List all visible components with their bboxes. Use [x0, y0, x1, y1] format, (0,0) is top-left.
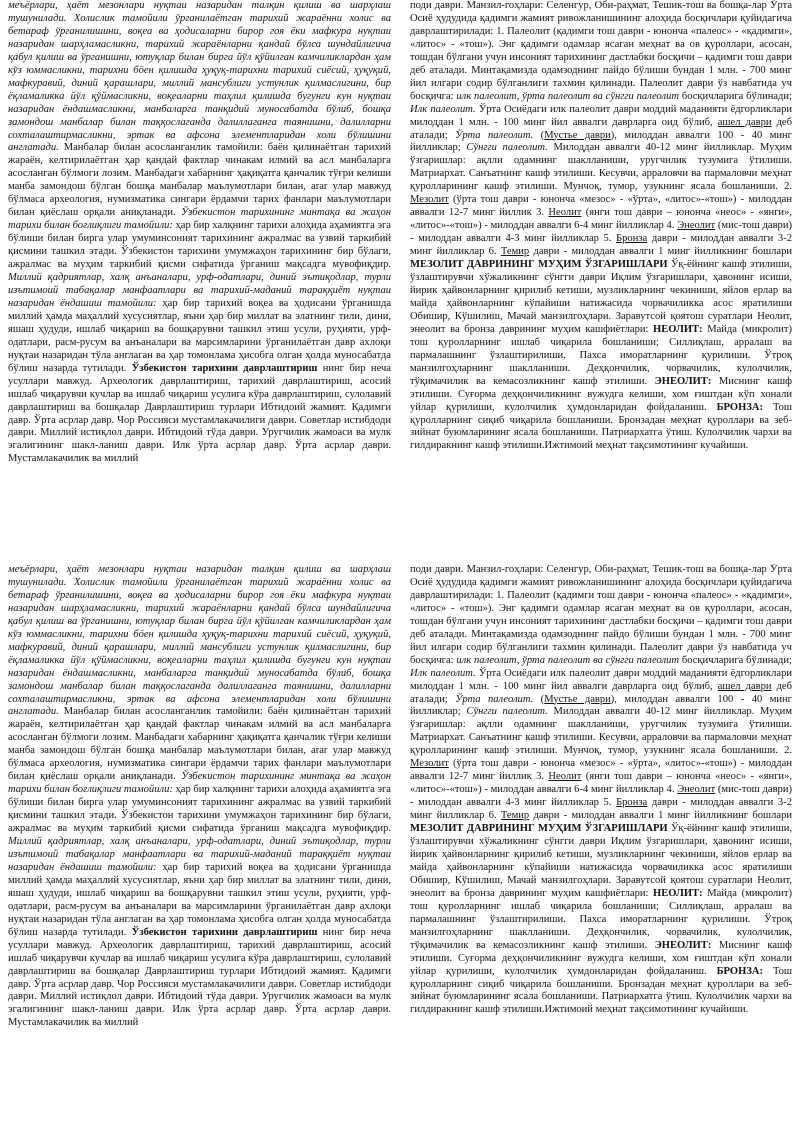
text-run: Ўрта Осиёдаги илк палеолит даври моддий маданияти ёдгорликлари милоддан 1 млн. - 100 минг йил аввалги даврларга оид бўлиб,	[410, 667, 792, 692]
text-run: (	[533, 693, 545, 705]
text-run: Ўқ-ёйнинг кашф этилиши, ўзлаштирувчи хўжаликнинг сўнгги даври Иқлим ўзгаришлари, ҳавонинг исиши, йирик ҳайвонларнинг қирилиб кетиши, музликларнинг чекиниши, яйлов ерлар ва майда ҳайвонларнинг кўпайиши натижасида чорвачиликка асос яратилиши Обишир, Кўшилиш, Мачай манзилгоҳлари. Заравутсой қоятош суратлари Неолит, энеолит ва бронза даврининг муҳим кашфиётлари:	[410, 823, 792, 899]
text-run: Неолит	[548, 771, 582, 783]
text-run: МЕЗОЛИТ ДАВРИНИНГ МУҲИМ ЎЗГАРИШЛАРИ	[410, 823, 668, 835]
text-run: ашел даври	[717, 680, 772, 692]
text-run: Майда (микролит) тош қуролларнинг ишлаб чиқарила бошланиши; Силлиқлаш, арралаш ва пармалашнинг ўзлаштирилиши. Пахса иморатларнинг қурилиши. Ўтроқ манзилгоҳларнинг шаклланиши. Деҳқончилик, чорвачилик, кулолчилик, тўқимачилик ва кемасозликнинг кашф этилиши.	[410, 887, 792, 951]
text-run: Ўзбекистон тарихини даврлаштириш	[131, 926, 318, 938]
text-run: поди даври. Манзил-гоҳлари: Селенгур, Оби-раҳмат, Тешик-тош ва бошқа-лар Ўрта Осиё ҳудудида қадимги жамият ривожланишининг алоҳида босқичлари қуйидагича даврлаштирилади: 1. Палеолит (қадимги тош даври - юнонча «палеос» - «қадимги», «литос» - «тош»). Энг қадимги одамлар ясаган меҳнат вa ов қуроллари, асосан, тошдан бўлгани учун инсоният тарихининг дастлабки босқичи – қадимги тош даври деб аталади. Минтақамизда одамзоднинг пайдо бўлиши бундан 1 млн. - 700 минг йил илгари содир бўлганлиги тахмин қилинади. Палеолит даври ўз навбатида уч босқичга:	[410, 0, 792, 102]
text-run: Манбалар билан асосланганлик тамойили: баён қилинаётган тарихий жараён, келтирилаётган ҳар қандай фактлар чинакам илмий ва асл манбаларга асосланган бўлмоги лозим. Манбадаги хабарнинг ҳақиқатга қанчалик тўғри келиши манба замондош бўлган бошқа манбалар маълумотлари билан, аrar улар мавжуд бўлмаса археология, нумизматика сингари ёрдамчи тарих фанлари маълумотлари билан қиёслаш орқали аниқланади.	[8, 706, 391, 783]
text-run: Ўрта палеолит.	[455, 693, 534, 705]
text-run: ашел даври	[717, 116, 772, 128]
text-run: Миллий қадриятлар, халқ анъаналари, урф-одатлари, диний эътиқодлар, турли изътимоий табақалар манфаатлари ва тарихий-маданий тараққиёт нуқтаи назаридан ёндашиш тамойили:	[8, 272, 391, 309]
text-run: (ўрта тош даври - юнонча «мезос» - «ўрта», «литос»-«тош») - милоддан аввалги 12-7 минг йиллик 3.	[410, 194, 792, 219]
text-run: Ўрта палеолит.	[455, 129, 534, 141]
text-run: ЭНЕОЛИТ:	[654, 375, 712, 387]
right-column-text	[410, 0, 792, 560]
text-run: (янги тош даври – юнонча «неос» - «янги», «литос»-«тош») - милоддан аввалги 6-4 минг йилликлар 4.	[410, 207, 792, 232]
text-run: (янги тош даври – юнонча «неос» - «янги», «литос»-«тош») - милоддан аввалги 6-4 минг йилликлар 4.	[410, 771, 792, 796]
text-run: Сўнгги палеолит.	[466, 706, 548, 718]
text-run: даври - милоддан аввалги 3-2 минг йилликлар 6.	[410, 797, 792, 822]
text-run: Мустье даври	[544, 693, 611, 705]
text-run: Темир	[500, 810, 530, 822]
text-run: Милоддан аввалги 40-12 минг йилликлар. Муҳим ўзгаришлар: ақлли одамнинг шаклланиши, уругчилик тузумига ўтилиши. Матриархат. Санъатнинг кашф этилиши. Кесувчи, арраловчи ва пармаловчи меҳнат қуролларининг кашф этилиши. Мунчоқ, тумор, узукнинг ясала бошланиши. 2.	[410, 142, 792, 193]
text-run: поди даври. Манзил-гоҳлари: Селенгур, Оби-раҳмат, Тешик-тош ва бошқа-лар Ўрта Осиё ҳудудида қадимги жамият ривожланишининг алоҳида босқичлари қуйидагича даврлаштирилади: 1. Палеолит (қадимги тош даври - юнонча «палеос» - «қадимги», «литос» - «тош»). Энг қадимги одамлар ясаган меҳнат вa ов қуроллари, асосан, тошдан бўлгани учун инсоният тарихининг дастлабки босқичи – қадимги тош даври деб аталади. Минтақамизда одамзоднинг пайдо бўлиши бундан 1 млн. - 700 минг йил илгари содир бўлганлиги тахмин қилинади. Палеолит даври ўз навбатида уч босқичга:	[410, 564, 792, 666]
text-run: НЕОЛИТ:	[653, 323, 703, 335]
text-run: Энеолит	[677, 784, 716, 796]
text-run: (	[533, 129, 545, 141]
text-run: Миснинг кашф этилиши. Суғорма деҳқончиликнинг вужудга келиши, хом ғиштдан кўп хонали уйлар қурилиши, кулолчилик ҳумдонларидан фойдаланиш.	[410, 375, 792, 413]
text-run: даври - милоддан аввалги 1 минг йилликнинг бошлари	[529, 246, 792, 258]
text-run: ), милоддан аввалги 100 - 40 минг йилликлар;	[410, 129, 792, 154]
text-run: Бронза	[616, 797, 648, 809]
right-column-text	[410, 564, 792, 1124]
text-run: (мис-тош даври) - милоддан аввалги 4-3 минг йилликлар 5.	[410, 784, 792, 809]
page-top-copy	[0, 0, 800, 560]
text-run: деб аталади;	[410, 680, 792, 705]
text-run: даври - милоддан аввалги 3-2 минг йилликлар 6.	[410, 233, 792, 258]
text-run: ҳар бир тарихий воқеа ва ҳодисани ўрганишда миллий ҳамда маҳаллий хусусиятлар, яъни ҳар бир миллат ва элатнинг тили, дини, яшаш ҳудуди, ишлаб чиқариш ва бошқарувни ташкил этиш усули, руҳияти, урф-одатлари, расм-русум ва анъаналари ва марсимларини ўрганилаётган давр ахлоқи нуқтаи назаридан тўла англаган ва ҳар томонлама ҳисобга олган ҳолда муносабатда бўлиш назарда тутилади.	[8, 297, 391, 374]
text-run: Сўнгги палеолит.	[466, 142, 548, 154]
text-run: Ўқ-ёйнинг кашф этилиши, ўзлаштирувчи хўжаликнинг сўнгги даври Иқлим ўзгаришлари, ҳавонинг исиши, йирик ҳайвонларнинг қирилиб кетиши, музликларнинг чекиниши, яйлов ерлар ва майда ҳайвонларнинг кўпайиши натижасида чорвачиликка асос яратилиши Обишир, Кўшилиш, Мачай манзилгоҳлари. Заравутсой қоятош суратлари Неолит, энеолит ва бронза даврининг муҳим кашфиётлари:	[410, 259, 792, 335]
text-run: босқичларига бўлинади;	[679, 90, 792, 102]
text-run: даври - милоддан аввалги 1 минг йилликнинг бошлари	[529, 810, 792, 822]
text-run: БРОНЗА:	[716, 965, 764, 977]
text-run: Миллий қадриятлар, халқ анъаналари, урф-одатлари, диний эътиқодлар, турли изътимоий табақалар манфаатлари ва тарихий-маданий тараққиёт нуқтаи назаридан ёндашиш тамойили:	[8, 836, 391, 873]
text-run: деб аталади;	[410, 116, 792, 141]
left-column-paragraph	[8, 0, 391, 466]
text-run: Илк палеолит.	[410, 103, 476, 115]
text-run: Ўзбекистон тарихининг минтақа ва жаҳон тарихи билан боғлиқлиги тамойили:	[8, 207, 391, 232]
text-run: Тош қуролларнинг сиқиб чиқарила бошланиши. Бронзадан меҳнат қуроллари ва зеб-зийнат буюмларининг ясала бошланиши. Патриархатга ўтиш. Кулолчилик чархи ва гилдиракнинг кашф этилиши.Ижтимоий меҳнат тақсимотининг кучайиши.	[410, 965, 792, 1016]
text-run: меъёрлари, ҳаёт мезонлари нуқтаи назаридан талқин қилиш ва шарҳлаш тушунилади. Холислик тамойили ўрганилаётган тарихий жараённи холис ва бетараф ўрганилишини, воқеа ва ҳодисаларни бирор гоя ёки мафкура нуқтаи назаридан шарҳламасликни, тарихий жараёнларни қандай бўлса шундайлигича қабул қилиш ва ўрганишни, ютуқлар билан бирга йўл қўйилган камчиликлардан ҳам кўз юммасликни, тарихни бöен қилишда ҳуқуқ-тарихни тарихий сиёсий, ҳуқуқий, мафкуравий, диний қарашлари, миллий мансублиги устунлик қилмаслигини, бир ёқламаликка йўл қўймасликни, воқеаларни таҳлил қилишда бугунги кун нуқтаи назаридан ёндашмасликни, манбаларга танқидий муносабатда бўлиб, бошқа замондош манбалар билан таққослаганда далиллаганга таянишни, далилларни сохталаштирмасликни, эртак ва афсона элементларидан холи бўлишини англатади.	[8, 564, 391, 718]
text-run: Ўзбекистон тарихининг минтақа ва жаҳон тарихи билан боғлиқлиги тамойили:	[8, 771, 391, 796]
text-run: Ўрта Осиёдаги илк палеолит даври моддий маданияти ёдгорликлари милоддан 1 млн. - 100 минг йил аввалги даврларга оид бўлиб,	[410, 103, 792, 128]
left-column-text	[8, 564, 391, 1124]
text-run: нинг бир неча усуллари мавжуд. Археологик даврлаштириш, тарихий даврлаштириш, асосий ишлаб чиқарувчи кучлар ва ишлаб чиқариш усулига кўра даврлаштириш, сулолавий даврлаштириш ва бошқалар Даврлаштириш турлари Ибтидоий жамият. Қадимги давр. Ўрта асрлар давр. Чор Россияси мустамлакачилиги даври. Советлар истибдоди даври. Миллий истиқлол даври. Ибтидоий тўда даври. Уругчилик жамоаси ва мулк эгалигининг шакл-ланиш даври. Илк ўрта асрлар давр. Ўрта асрлар даври. Мустамлакачилик ва миллий	[8, 362, 391, 465]
text-run: Майда (микролит) тош қуролларнинг ишлаб чиқарила бошланиши; Силлиқлаш, арралаш ва пармалашнинг ўзлаштирилиши. Пахса иморатларнинг қурилиши. Ўтроқ манзилгоҳларнинг шаклланиши. Деҳқончилик, чорвачилик, кулолчилик, тўқимачилик ва кемасозликнинг кашф этилиши.	[410, 323, 792, 387]
right-column-paragraph	[410, 0, 792, 453]
text-run: МЕЗОЛИТ ДАВРИНИНГ МУҲИМ ЎЗГАРИШЛАРИ	[410, 259, 668, 271]
left-column-text	[8, 0, 391, 560]
text-run: Тош қуролларнинг сиқиб чиқарила бошланиши. Бронзадан меҳнат қуроллари ва зеб-зийнат буюмларининг ясала бошланиши. Патриархатга ўтиш. Кулолчилик чархи ва гилдиракнинг кашф этилиши.Ижтимоий меҳнат тақсимотининг кучайиши.	[410, 401, 792, 452]
text-run: (ўрта тош даври - юнонча «мезос» - «ўрта», «литос»-«тош») - милоддан аввалги 12-7 минг йиллик 3.	[410, 758, 792, 783]
text-run: илк палеолит, ўрта палеолит ва сўнгги палеолит	[456, 90, 680, 102]
text-run: Мезолит	[410, 194, 449, 206]
text-run: ЭНЕОЛИТ:	[654, 939, 712, 951]
text-run: Бронза	[616, 233, 648, 245]
text-run: Мустье даври	[544, 129, 611, 141]
text-run: Ўзбекистон тарихини даврлаштириш	[131, 362, 318, 374]
text-run: нинг бир неча усуллари мавжуд. Археологик даврлаштириш, тарихий даврлаштириш, асосий ишлаб чиқарувчи кучлар ва ишлаб чиқариш усулига кўра даврлаштириш, сулолавий даврлаштириш ва бошқалар Даврлаштириш турлари Ибтидоий жамият. Қадимги давр. Ўрта асрлар давр. Чор Россияси мустамлакачилиги даври. Советлар истибдоди даври. Миллий истиқлол даври. Ибтидоий тўда даври. Уругчилик жамоаси ва мулк эгалигининг шакл-ланиш даври. Илк ўрта асрлар давр. Ўрта асрлар даври. Мустамлакачилик ва миллий	[8, 926, 391, 1029]
text-run: ҳар бир халқнинг тарихи алоҳида аҳамиятга эга бўлиши билан бирга улар умуминсоният тарихининг ажралмас ва узвий таркибий қисмини ташкил этади. Ўзбекистон тарихини умумжаҳон тарихининг бир бўлаги, ажралмас ва муҳим таркибий қисми сифатида ўрганиш мақсадга мувофиқдир.	[8, 220, 391, 271]
right-column-paragraph	[410, 564, 792, 1017]
text-run: Манбалар билан асосланганлик тамойили: баён қилинаётган тарихий жараён, келтирилаётган ҳар қандай фактлар чинакам илмий ва асл манбаларга асосланган бўлмоги лозим. Манбадаги хабарнинг ҳақиқатга қанчалик тўғри келиши манба замондош бўлган бошқа манбалар маълумотлари билан, аrar улар мавжуд бўлмаса археология, нумизматика сингари ёрдамчи тарих фанлари маълумотлари билан қиёслаш орқали аниқланади.	[8, 142, 391, 219]
text-run: Темир	[500, 246, 530, 258]
text-run: босқичларига бўлинади;	[679, 654, 792, 666]
page-bottom-copy	[0, 564, 800, 1124]
text-run: Милоддан аввалги 40-12 минг йилликлар. Муҳим ўзгаришлар: ақлли одамнинг шаклланиши, уругчилик тузумига ўтилиши. Матриархат. Санъатнинг кашф этилиши. Кесувчи, арраловчи ва пармаловчи меҳнат қуролларининг кашф этилиши. Мунчоқ, тумор, узукнинг ясала бошланиши. 2.	[410, 706, 792, 757]
text-run: ), милоддан аввалги 100 - 40 минг йилликлар;	[410, 693, 792, 718]
text-run: Миснинг кашф этилиши. Суғорма деҳқончиликнинг вужудга келиши, хом ғиштдан кўп хонали уйлар қурилиши, кулолчилик ҳумдонларидан фойдаланиш.	[410, 939, 792, 977]
text-run: БРОНЗА:	[716, 401, 764, 413]
text-run: Неолит	[548, 207, 582, 219]
left-column-paragraph	[8, 564, 391, 1030]
text-run: Энеолит	[677, 220, 716, 232]
text-run: (мис-тош даври) - милоддан аввалги 4-3 минг йилликлар 5.	[410, 220, 792, 245]
text-run: ҳар бир тарихий воқеа ва ҳодисани ўрганишда миллий ҳамда маҳаллий хусусиятлар, яъни ҳар бир миллат ва элатнинг тили, дини, яшаш ҳудуди, ишлаб чиқариш ва бошқарувни ташкил этиш усули, руҳияти, урф-одатлари, расм-русум ва анъаналари ва марсимларини ўрганилаётган давр ахлоқи нуқтаи назаридан тўла англаган ва ҳар томонлама ҳисобга олган ҳолда муносабатда бўлиш назарда тутилади.	[8, 861, 391, 938]
text-run: Илк палеолит.	[410, 667, 476, 679]
text-run: Мезолит	[410, 758, 449, 770]
text-run: ҳар бир халқнинг тарихи алоҳида аҳамиятга эга бўлиши билан бирга улар умуминсоният тарихининг ажралмас ва узвий таркибий қисмини ташкил этади. Ўзбекистон тарихини умумжаҳон тарихининг бир бўлаги, ажралмас ва муҳим таркибий қисми сифатида ўрганиш мақсадга мувофиқдир.	[8, 784, 391, 835]
text-run: меъёрлари, ҳаёт мезонлари нуқтаи назаридан талқин қилиш ва шарҳлаш тушунилади. Холислик тамойили ўрганилаётган тарихий жараённи холис ва бетараф ўрганилишини, воқеа ва ҳодисаларни бирор гоя ёки мафкура нуқтаи назаридан шарҳламасликни, тарихий жараёнларни қандай бўлса шундайлигича қабул қилиш ва ўрганишни, ютуқлар билан бирга йўл қўйилган камчиликлардан ҳам кўз юммасликни, тарихни бöен қилишда ҳуқуқ-тарихни тарихий сиёсий, ҳуқуқий, мафкуравий, диний қарашлари, миллий мансублиги устунлик қилмаслигини, бир ёқламаликка йўл қўймасликни, воқеаларни таҳлил қилишда бугунги кун нуқтаи назаридан ёндашмасликни, манбаларга танқидий муносабатда бўлиб, бошқа замондош манбалар билан таққослаганда далиллаганга таянишни, далилларни сохталаштирмасликни, эртак ва афсона элементларидан холи бўлишини англатади.	[8, 0, 391, 154]
text-run: илк палеолит, ўрта палеолит ва сўнгги палеолит	[456, 654, 680, 666]
text-run: НЕОЛИТ:	[653, 887, 703, 899]
